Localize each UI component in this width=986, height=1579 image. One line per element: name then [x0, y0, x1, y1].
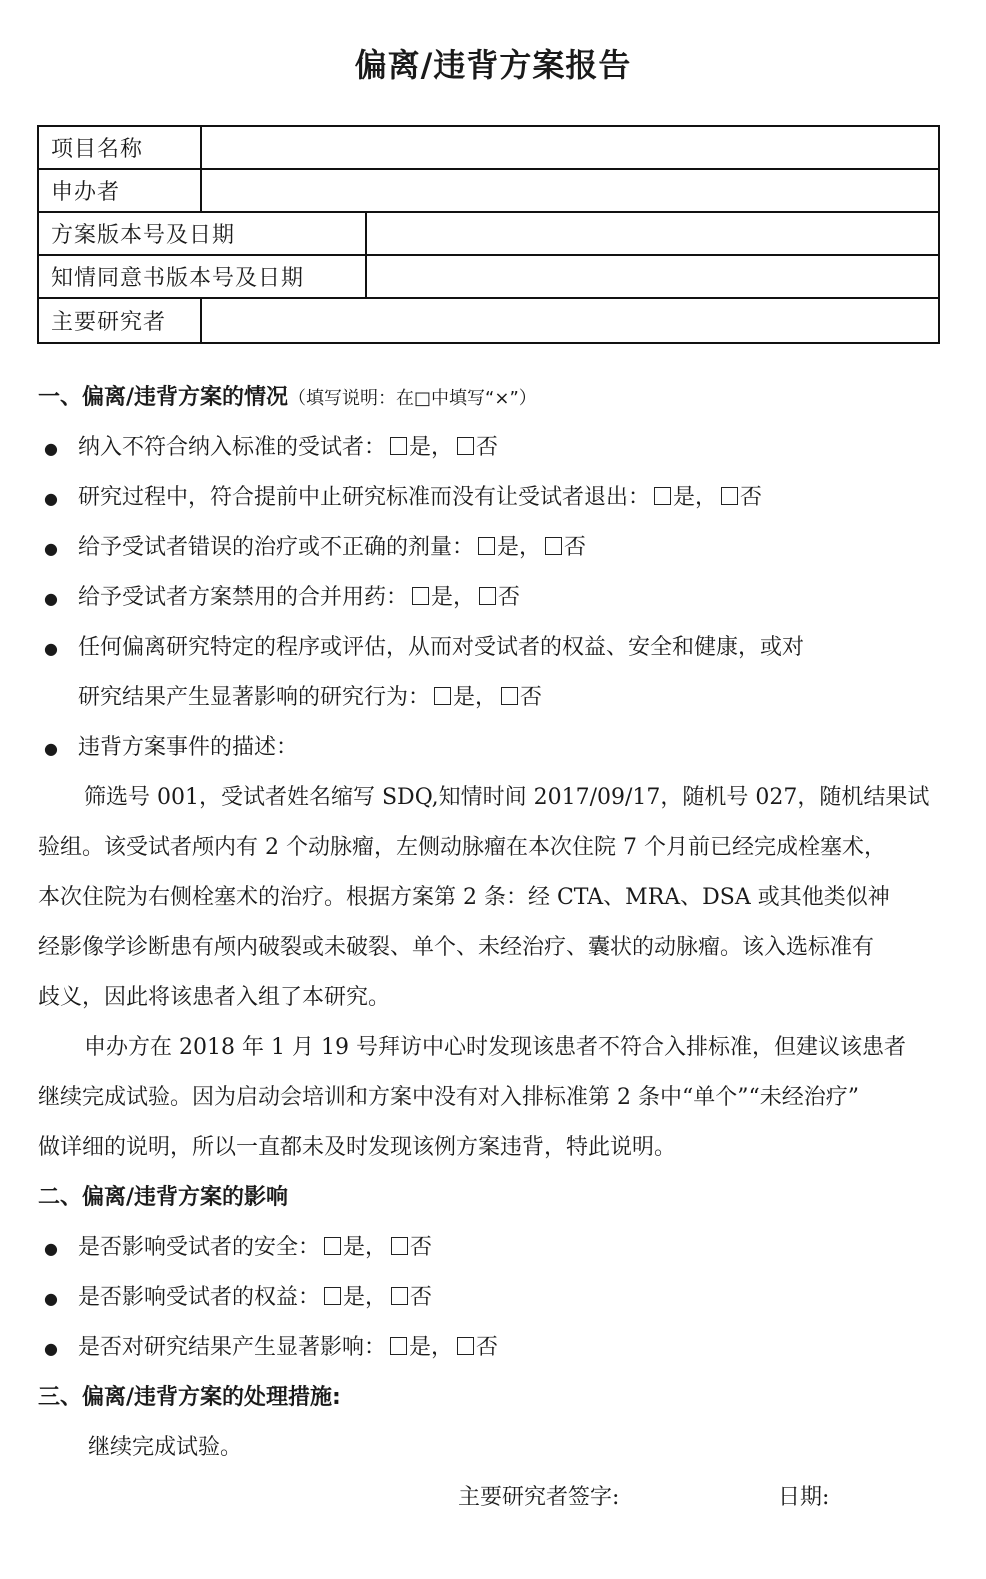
sponsor-field[interactable] — [202, 170, 938, 211]
list-item — [44, 630, 804, 661]
icf-version-field[interactable] — [367, 256, 938, 297]
yes-label: 是， — [673, 485, 718, 510]
bullet-icon: ● — [44, 638, 58, 658]
no-label: 否 — [740, 485, 763, 510]
no-checkbox[interactable] — [721, 487, 738, 505]
section1-heading — [38, 380, 537, 411]
bullet-icon: ● — [44, 588, 58, 608]
no-checkbox[interactable] — [457, 1337, 474, 1355]
description-line: 做详细的说明，所以一直都未及时发现该例方案违背，特此说明。 — [38, 1135, 677, 1160]
no-checkbox[interactable] — [479, 587, 496, 605]
bullet-icon: ● — [44, 438, 58, 458]
item-text: 是否影响受试者的安全： — [78, 1235, 321, 1260]
list-item-continuation — [78, 680, 542, 711]
item-text: 是否对研究结果产生显著影响： — [78, 1335, 387, 1360]
no-label: 否 — [476, 1335, 499, 1360]
no-label: 否 — [476, 435, 499, 460]
item-text: 研究结果产生显著影响的研究行为： — [78, 685, 431, 710]
pi-signature-label: 主要研究者签字: — [458, 1485, 620, 1510]
sponsor-label: 申办者 — [39, 170, 202, 211]
item-text: 给予受试者方案禁用的合并用药： — [78, 585, 409, 610]
table-row-sponsor — [39, 170, 938, 213]
protocol-version-field[interactable] — [367, 213, 938, 254]
section3-heading: 三、偏离/违背方案的处理措施: — [38, 1385, 341, 1410]
item-text: 违背方案事件的描述： — [78, 735, 299, 760]
section2-heading: 二、偏离/违背方案的影响 — [38, 1185, 289, 1210]
pi-label: 主要研究者 — [39, 299, 202, 342]
yes-checkbox[interactable] — [654, 487, 671, 505]
yes-label: 是， — [409, 1335, 454, 1360]
yes-label: 是， — [343, 1235, 388, 1260]
table-row-project-name — [39, 127, 938, 170]
yes-label: 是， — [409, 435, 454, 460]
list-item — [44, 480, 762, 511]
description-line: 申办方在 2018 年 1 月 19 号拜访中心时发现该患者不符合入排标准，但建议该患者 — [84, 1035, 906, 1060]
report-title: 偏离/违背方案报告 — [354, 46, 632, 84]
protocol-version-label: 方案版本号及日期 — [39, 213, 367, 254]
item-text: 是否影响受试者的权益： — [78, 1285, 321, 1310]
section1-note: （填写说明：在□中填写“×”） — [288, 388, 537, 409]
description-line: 本次住院为右侧栓塞术的治疗。根据方案第 2 条：经 CTA、MRA、DSA 或其他类似神 — [38, 885, 890, 910]
no-checkbox[interactable] — [391, 1237, 408, 1255]
list-item — [44, 730, 298, 761]
bullet-icon: ● — [44, 538, 58, 558]
no-label: 否 — [498, 585, 521, 610]
description-line: 歧义，因此将该患者入组了本研究。 — [38, 985, 391, 1010]
yes-label: 是， — [343, 1285, 388, 1310]
description-line: 经影像学诊断患有颅内破裂或未破裂、单个、未经治疗、囊状的动脉瘤。该入选标准有 — [38, 935, 875, 960]
yes-label: 是， — [497, 535, 542, 560]
date-label: 日期: — [778, 1485, 830, 1510]
icf-version-label: 知情同意书版本号及日期 — [39, 256, 367, 297]
no-checkbox[interactable] — [457, 437, 474, 455]
bullet-icon: ● — [44, 1238, 58, 1258]
item-text: 任何偏离研究特定的程序或评估，从而对受试者的权益、安全和健康，或对 — [78, 635, 805, 660]
description-line: 继续完成试验。因为启动会培训和方案中没有对入排标准第 2 条中“单个”“未经治疗” — [38, 1085, 859, 1110]
item-text: 给予受试者错误的治疗或不正确的剂量： — [78, 535, 475, 560]
no-label: 否 — [410, 1285, 433, 1310]
yes-checkbox[interactable] — [412, 587, 429, 605]
yes-checkbox[interactable] — [390, 1337, 407, 1355]
yes-checkbox[interactable] — [390, 437, 407, 455]
yes-checkbox[interactable] — [478, 537, 495, 555]
list-item — [44, 580, 520, 611]
no-label: 否 — [410, 1235, 433, 1260]
no-checkbox[interactable] — [545, 537, 562, 555]
yes-checkbox[interactable] — [434, 687, 451, 705]
project-name-field[interactable] — [202, 127, 938, 168]
no-checkbox[interactable] — [501, 687, 518, 705]
bullet-icon: ● — [44, 488, 58, 508]
yes-label: 是， — [431, 585, 476, 610]
yes-checkbox[interactable] — [324, 1287, 341, 1305]
list-item — [44, 430, 498, 461]
bullet-icon: ● — [44, 738, 58, 758]
item-text: 研究过程中，符合提前中止研究标准而没有让受试者退出： — [78, 485, 651, 510]
description-line: 验组。该受试者颅内有 2 个动脉瘤，左侧动脉瘤在本次住院 7 个月前已经完成栓塞术， — [38, 835, 886, 860]
section1-title: 一、偏离/违背方案的情况 — [38, 385, 289, 410]
list-item — [44, 1230, 432, 1261]
no-checkbox[interactable] — [391, 1287, 408, 1305]
yes-checkbox[interactable] — [324, 1237, 341, 1255]
bullet-icon: ● — [44, 1338, 58, 1358]
info-table — [37, 125, 940, 344]
no-label: 否 — [520, 685, 543, 710]
table-row-protocol-version — [39, 213, 938, 256]
table-row-icf-version — [39, 256, 938, 299]
item-text: 纳入不符合纳入标准的受试者： — [78, 435, 387, 460]
list-item — [44, 530, 586, 561]
list-item — [44, 1280, 432, 1311]
list-item — [44, 1330, 498, 1361]
pi-field[interactable] — [202, 299, 938, 342]
yes-label: 是， — [453, 685, 498, 710]
section3-body: 继续完成试验。 — [88, 1435, 243, 1460]
bullet-icon: ● — [44, 1288, 58, 1308]
project-name-label: 项目名称 — [39, 127, 202, 168]
description-line: 筛选号 001，受试者姓名缩写 SDQ,知情时间 2017/09/17，随机号 027，随机结果试 — [84, 785, 930, 810]
table-row-pi — [39, 299, 938, 342]
no-label: 否 — [564, 535, 587, 560]
